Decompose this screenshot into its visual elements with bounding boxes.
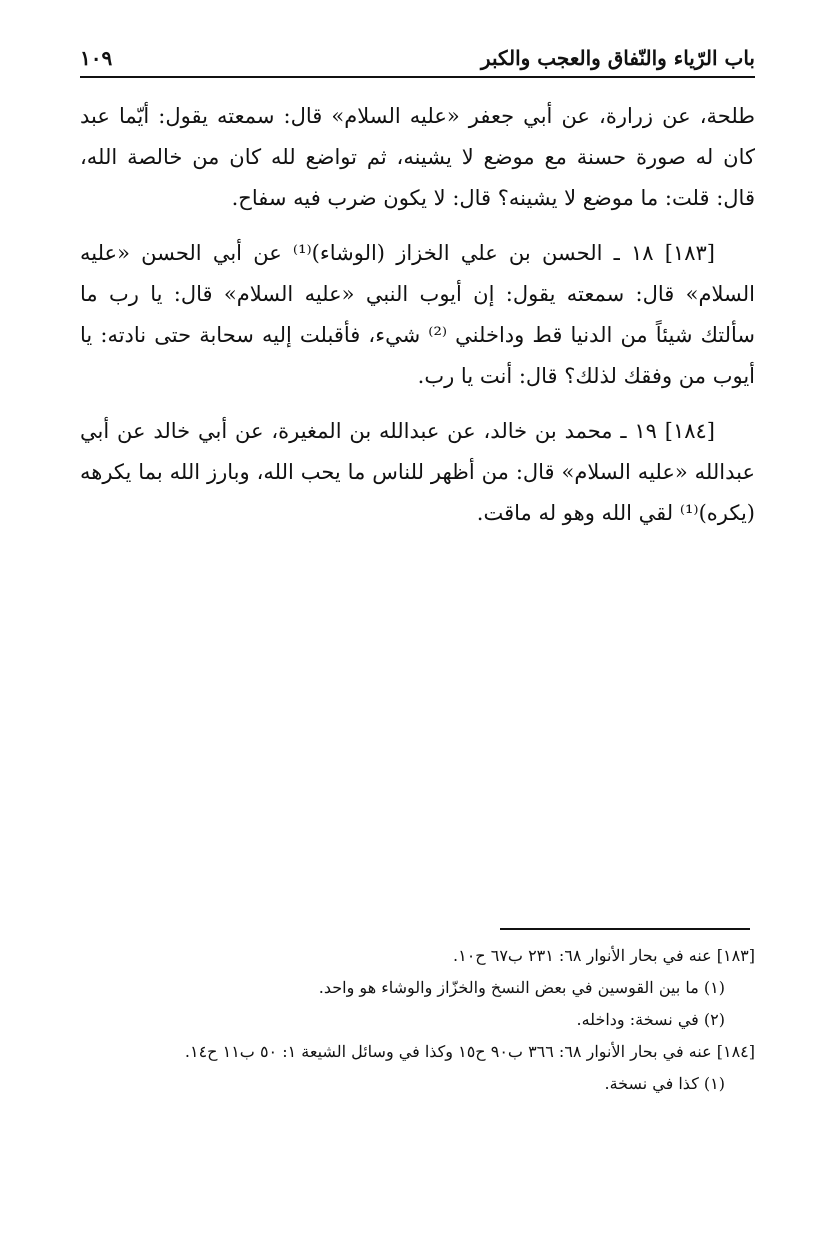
footnote-183-note-1: (١) ما بين القوسين في بعض النسخ والخزّاز والوشاء هو واحد. [318, 978, 725, 997]
footnotes [80, 940, 755, 1100]
page-number: ١٠٩ [80, 46, 113, 70]
paragraph-continuation: طلحة، عن زرارة، عن أبي جعفر «عليه السلام» قال: سمعته يقول: أيّما عبد كان له صورة حسنة مع موضع لا يشينه، ثم تواضع لله كان من خالصة الله، قال: قلت: ما موضع لا يشينه؟ قال: لا يكون ضرب فيه سفاح. [80, 104, 755, 210]
paragraph-hadith-183: [١٨٣] ١٨ ـ الحسن بن علي الخزاز (الوشاء)⁽¹⁾ عن أبي الحسن «عليه السلام» قال: سمعته يقول: إن أيوب النبي «عليه السلام» قال: يا رب ما سألتك شيئاً من الدنيا قط وداخلني ⁽²⁾ شيء، فأقبلت إليه سحابة حتى نادته: يا أيوب من وفقك لذلك؟ قال: أنت يا رب. [80, 241, 756, 388]
paragraph-hadith-184: [١٨٤] ١٩ ـ محمد بن خالد، عن عبدالله بن المغيرة، عن أبي خالد عن أبي عبدالله «عليه السلام» قال: من أظهر للناس ما يحب الله، وبارز الله بما يكرهه (يكره)⁽¹⁾ لقي الله وهو له ماقت. [80, 419, 755, 525]
chapter-title: باب الرّياء والنّفاق والعجب والكبر [480, 46, 755, 70]
footnote-184-note-1: (١) كذا في نسخة. [604, 1074, 725, 1093]
main-text [80, 96, 755, 548]
running-head [80, 34, 755, 78]
footnote-183-note-2: (٢) في نسخة: وداخله. [576, 1010, 725, 1029]
footnote-divider [500, 928, 750, 930]
footnote-source-183: [١٨٣] عنه في بحار الأنوار ٦٨: ٢٣١ ب٦٧ ح١٠. [453, 946, 755, 965]
footnote-source-184: [١٨٤] عنه في بحار الأنوار ٦٨: ٣٦٦ ب٩٠ ح١٥ وكذا في وسائل الشيعة ١: ٥٠ ب١١ ح١٤. [184, 1042, 755, 1061]
